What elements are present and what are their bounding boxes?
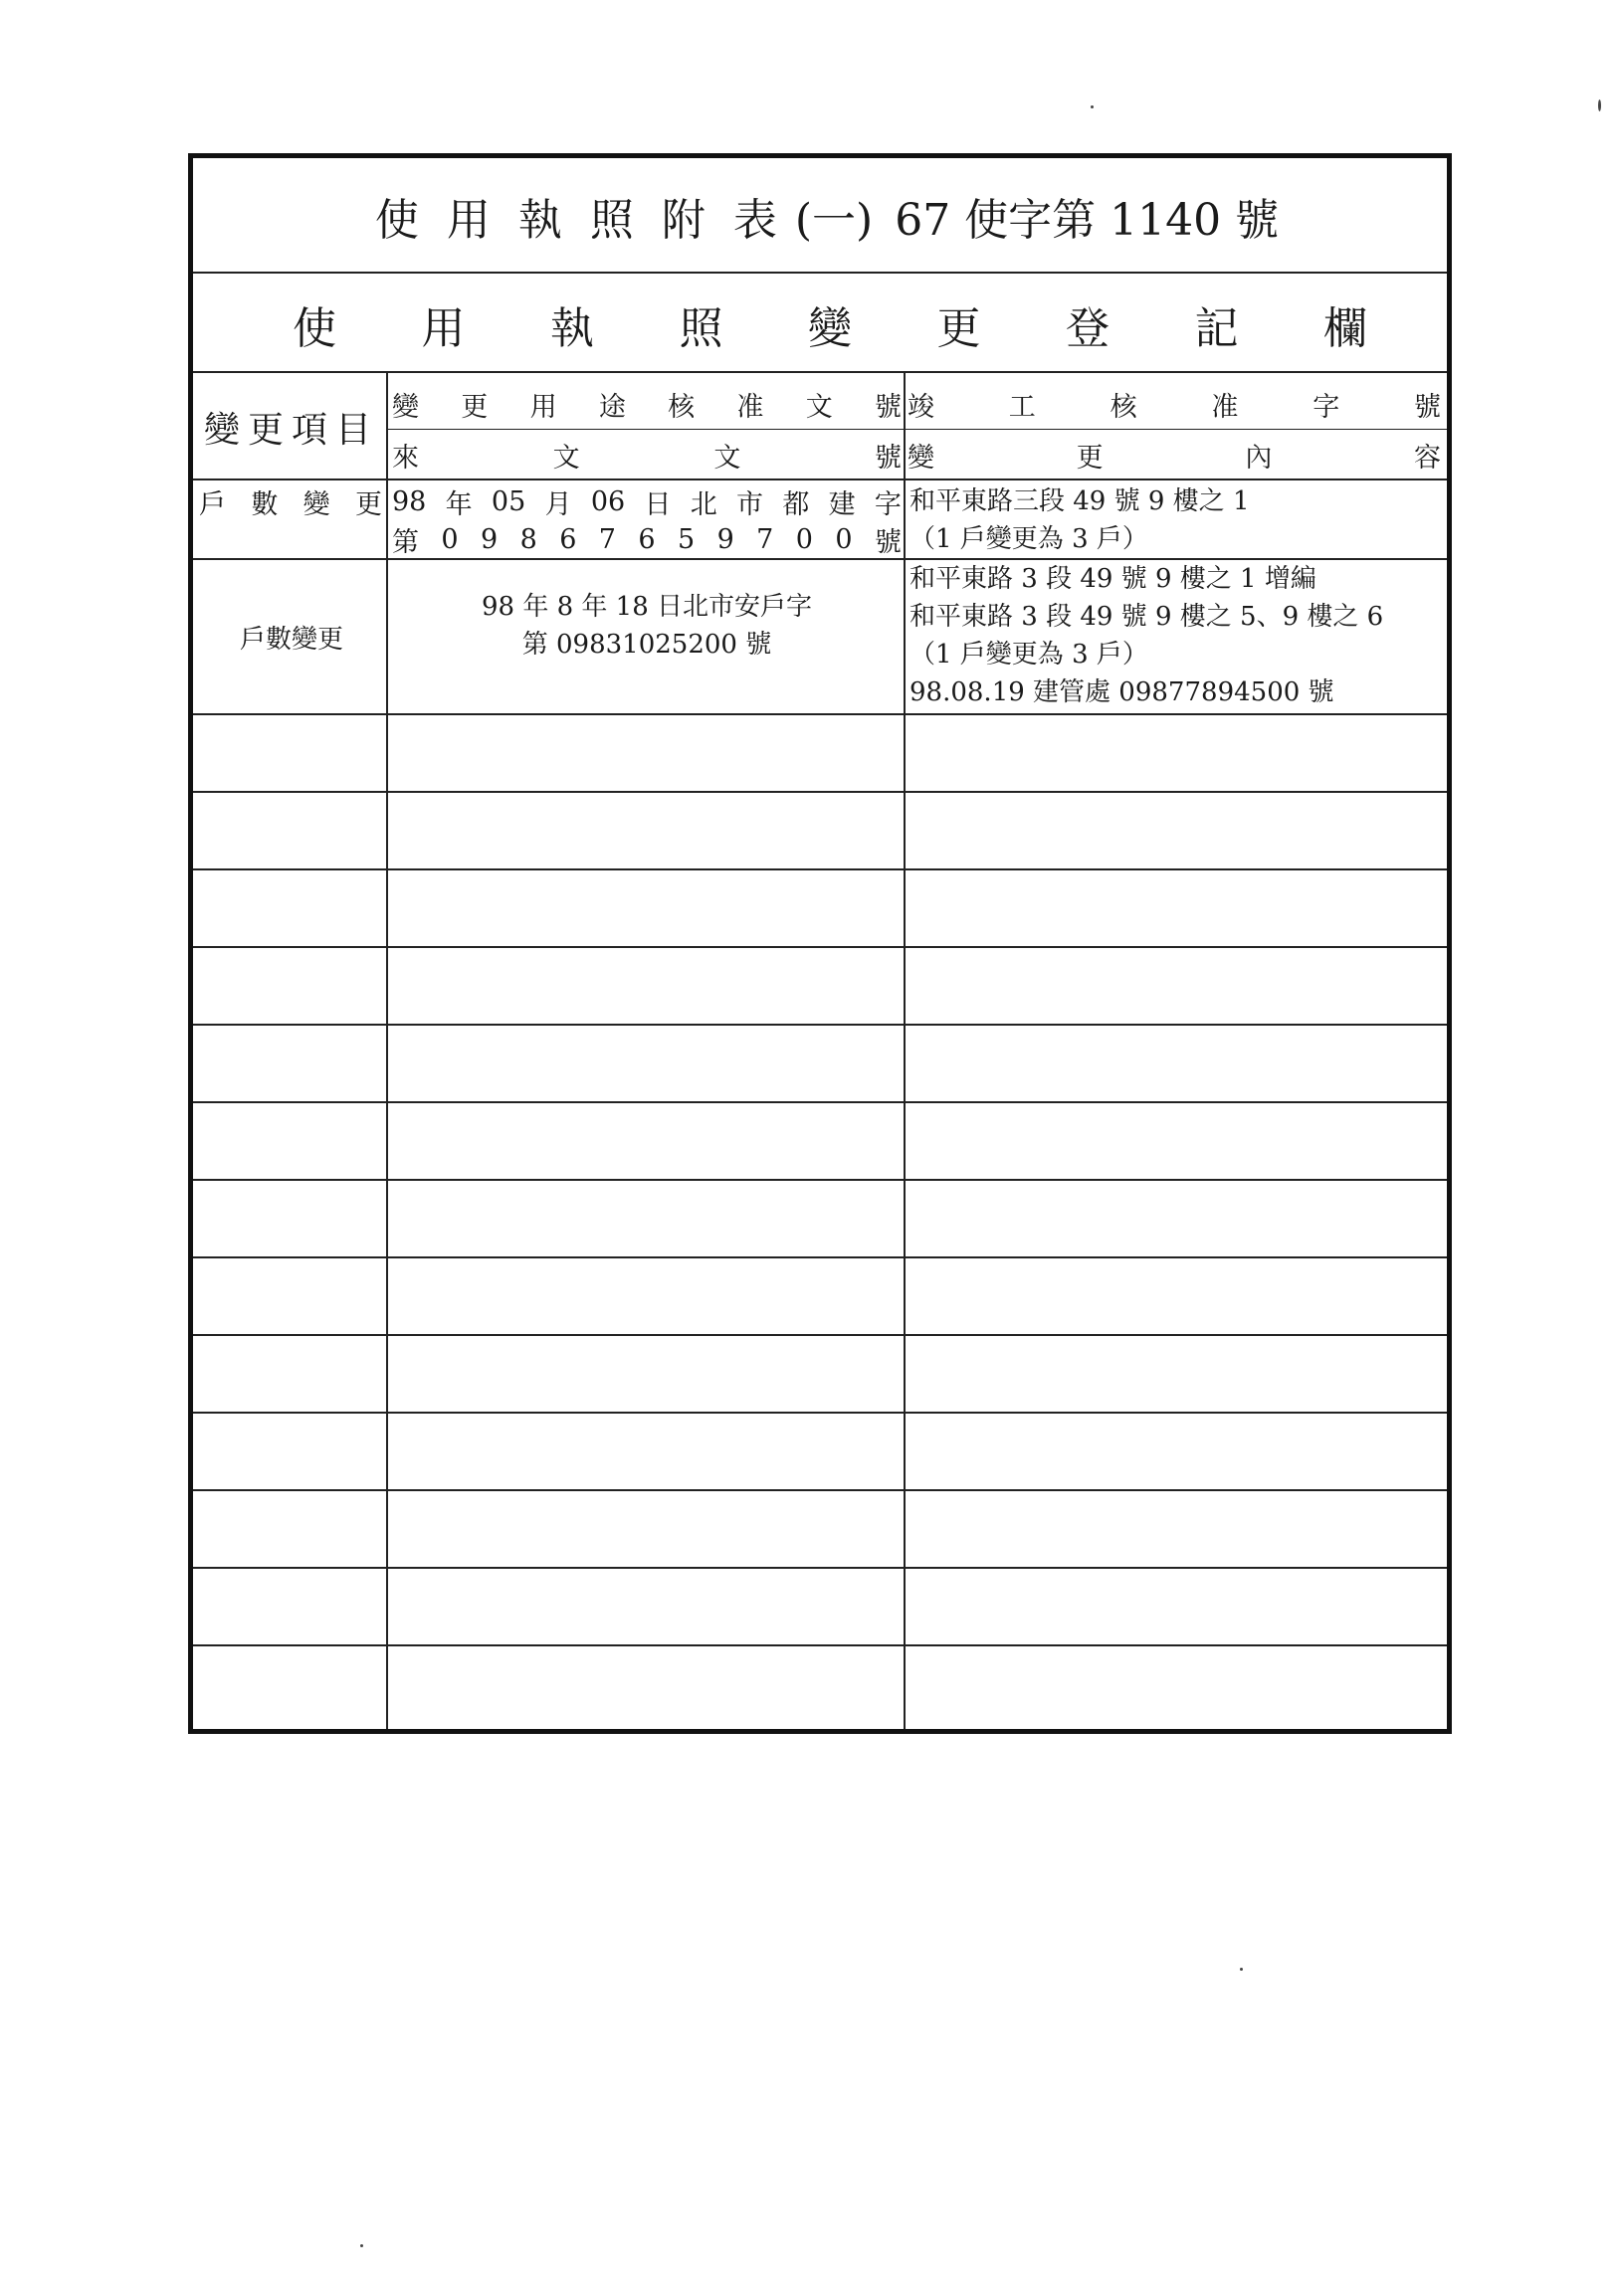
- annex-title-char: 執: [517, 195, 562, 246]
- divider: [193, 272, 1447, 274]
- scan-speck: [1091, 105, 1094, 108]
- doc-char: 05: [491, 485, 526, 517]
- doc-char: 7: [756, 523, 774, 555]
- register-title: [293, 276, 1367, 373]
- annex-title-char: 照: [589, 195, 634, 246]
- doc-char: 9: [481, 523, 499, 555]
- register-title-char: 登: [1066, 303, 1110, 354]
- header-char: 竣: [908, 391, 934, 423]
- register-title-char: 照: [679, 303, 723, 354]
- change-item-header: 變更項目: [203, 409, 379, 451]
- empty-row-divider: [193, 1256, 1447, 1258]
- content-line: 和平東路三段 49 號 9 樓之 1: [909, 486, 1250, 516]
- header-char: 用: [529, 391, 557, 423]
- header-char: 號: [1413, 391, 1441, 423]
- empty-row-divider: [193, 1024, 1447, 1026]
- doc-char: 月: [544, 488, 572, 520]
- empty-row-divider: [193, 946, 1447, 948]
- scan-speck: [1240, 1968, 1243, 1971]
- change-content-header: [908, 431, 1441, 478]
- empty-row-divider: [193, 791, 1447, 793]
- doc-char: 建: [828, 488, 856, 520]
- license-change-table: [188, 153, 1452, 1734]
- header-char: 准: [1211, 391, 1239, 423]
- empty-row-divider: [193, 1334, 1447, 1336]
- column-divider: [904, 371, 906, 1729]
- annex-title-paren: (一): [794, 195, 874, 246]
- empty-row-divider: [193, 868, 1447, 870]
- permit-number: 67 使字第 1140 號: [895, 195, 1280, 246]
- divider: [193, 478, 1447, 480]
- annex-title-chars: [361, 184, 791, 248]
- doc-char: 市: [736, 488, 764, 520]
- doc-char: 日: [644, 488, 672, 520]
- header-char: 核: [1110, 391, 1137, 423]
- register-title-char: 記: [1194, 303, 1239, 354]
- register-title-char: 執: [550, 303, 594, 354]
- doc-char: 7: [598, 523, 616, 555]
- approval-doc-header: [392, 377, 902, 431]
- entry-item-char: 更: [354, 488, 382, 520]
- header-char: 更: [461, 391, 489, 423]
- doc-char: 年: [445, 488, 473, 520]
- doc-char: 第: [392, 526, 419, 558]
- annex-title-char: 附: [661, 195, 706, 246]
- register-title-char: 更: [936, 303, 981, 354]
- header-char: 途: [598, 391, 626, 423]
- doc-char: 6: [638, 523, 656, 555]
- divider: [193, 713, 1447, 715]
- entry-doc-line2: [392, 520, 902, 558]
- annex-title-char: 表: [732, 195, 777, 246]
- annex-title: [193, 158, 1447, 274]
- header-char: 更: [1076, 442, 1104, 474]
- scan-speck: [360, 2244, 363, 2247]
- annex-title-char: 用: [446, 195, 491, 246]
- entry-item: 戶數變更: [239, 624, 343, 655]
- content-line: 98.08.19 建管處 09877894500 號: [909, 677, 1334, 707]
- empty-row-divider: [193, 1179, 1447, 1181]
- doc-char: 06: [590, 485, 626, 517]
- doc-line: 98 年 8 年 18 日北市安戶字: [481, 592, 813, 622]
- register-title-char: 欄: [1323, 303, 1367, 354]
- doc-char: 號: [874, 526, 902, 558]
- doc-char: 都: [782, 488, 810, 520]
- empty-row-divider: [193, 1644, 1447, 1646]
- empty-row-divider: [193, 1101, 1447, 1103]
- empty-row-divider: [193, 1412, 1447, 1414]
- entry-item-char: 數: [251, 488, 279, 520]
- content-line: （1 戶變更為 3 戶）: [909, 640, 1148, 670]
- header-char: 容: [1413, 442, 1441, 474]
- header-char: 准: [736, 391, 764, 423]
- doc-line: 第 09831025200 號: [521, 630, 772, 660]
- register-title-char: 變: [808, 303, 852, 354]
- entry-content: [909, 482, 1443, 558]
- content-line: （1 戶變更為 3 戶）: [909, 524, 1148, 554]
- incoming-doc-header: [392, 431, 902, 478]
- header-char: 文: [805, 391, 833, 423]
- header-char: 文: [552, 442, 580, 474]
- doc-char: 0: [441, 523, 459, 555]
- content-line: 和平東路 3 段 49 號 9 樓之 5、9 樓之 6: [909, 602, 1384, 632]
- doc-char: 6: [559, 523, 577, 555]
- doc-char: 北: [690, 488, 717, 520]
- scan-speck: [1598, 99, 1601, 111]
- header-char: 核: [668, 391, 696, 423]
- entry-item-char: 戶: [199, 488, 226, 520]
- header-char: 工: [1008, 391, 1036, 423]
- entry-doc: [390, 588, 904, 664]
- empty-row-divider: [193, 1567, 1447, 1569]
- header-char: 來: [392, 442, 419, 474]
- doc-char: 8: [519, 523, 537, 555]
- header-char: 文: [713, 442, 741, 474]
- entry-item-char: 變: [303, 488, 330, 520]
- annex-title-char: 使: [374, 195, 419, 246]
- register-title-char: 用: [421, 303, 466, 354]
- register-title-char: 使: [293, 303, 336, 354]
- header-char: 內: [1245, 442, 1273, 474]
- header-char: 號: [874, 391, 902, 423]
- header-char: 變: [392, 391, 419, 423]
- doc-char: 98: [392, 485, 427, 517]
- entry-doc-line1: [392, 482, 902, 520]
- column-divider: [386, 371, 388, 1729]
- header-char: 變: [908, 442, 934, 474]
- empty-row-divider: [193, 1489, 1447, 1491]
- completion-no-header: [908, 377, 1441, 431]
- doc-char: 字: [874, 488, 902, 520]
- doc-char: 5: [677, 523, 696, 555]
- entry-content: [909, 560, 1443, 711]
- entry-item: [199, 482, 382, 520]
- content-line: 和平東路 3 段 49 號 9 樓之 1 增編: [909, 564, 1316, 594]
- divider: [388, 429, 1447, 430]
- doc-char: 0: [795, 523, 813, 555]
- header-char: 字: [1313, 391, 1340, 423]
- doc-char: 9: [716, 523, 734, 555]
- header-char: 號: [874, 442, 902, 474]
- doc-char: 0: [835, 523, 853, 555]
- divider: [193, 371, 1447, 373]
